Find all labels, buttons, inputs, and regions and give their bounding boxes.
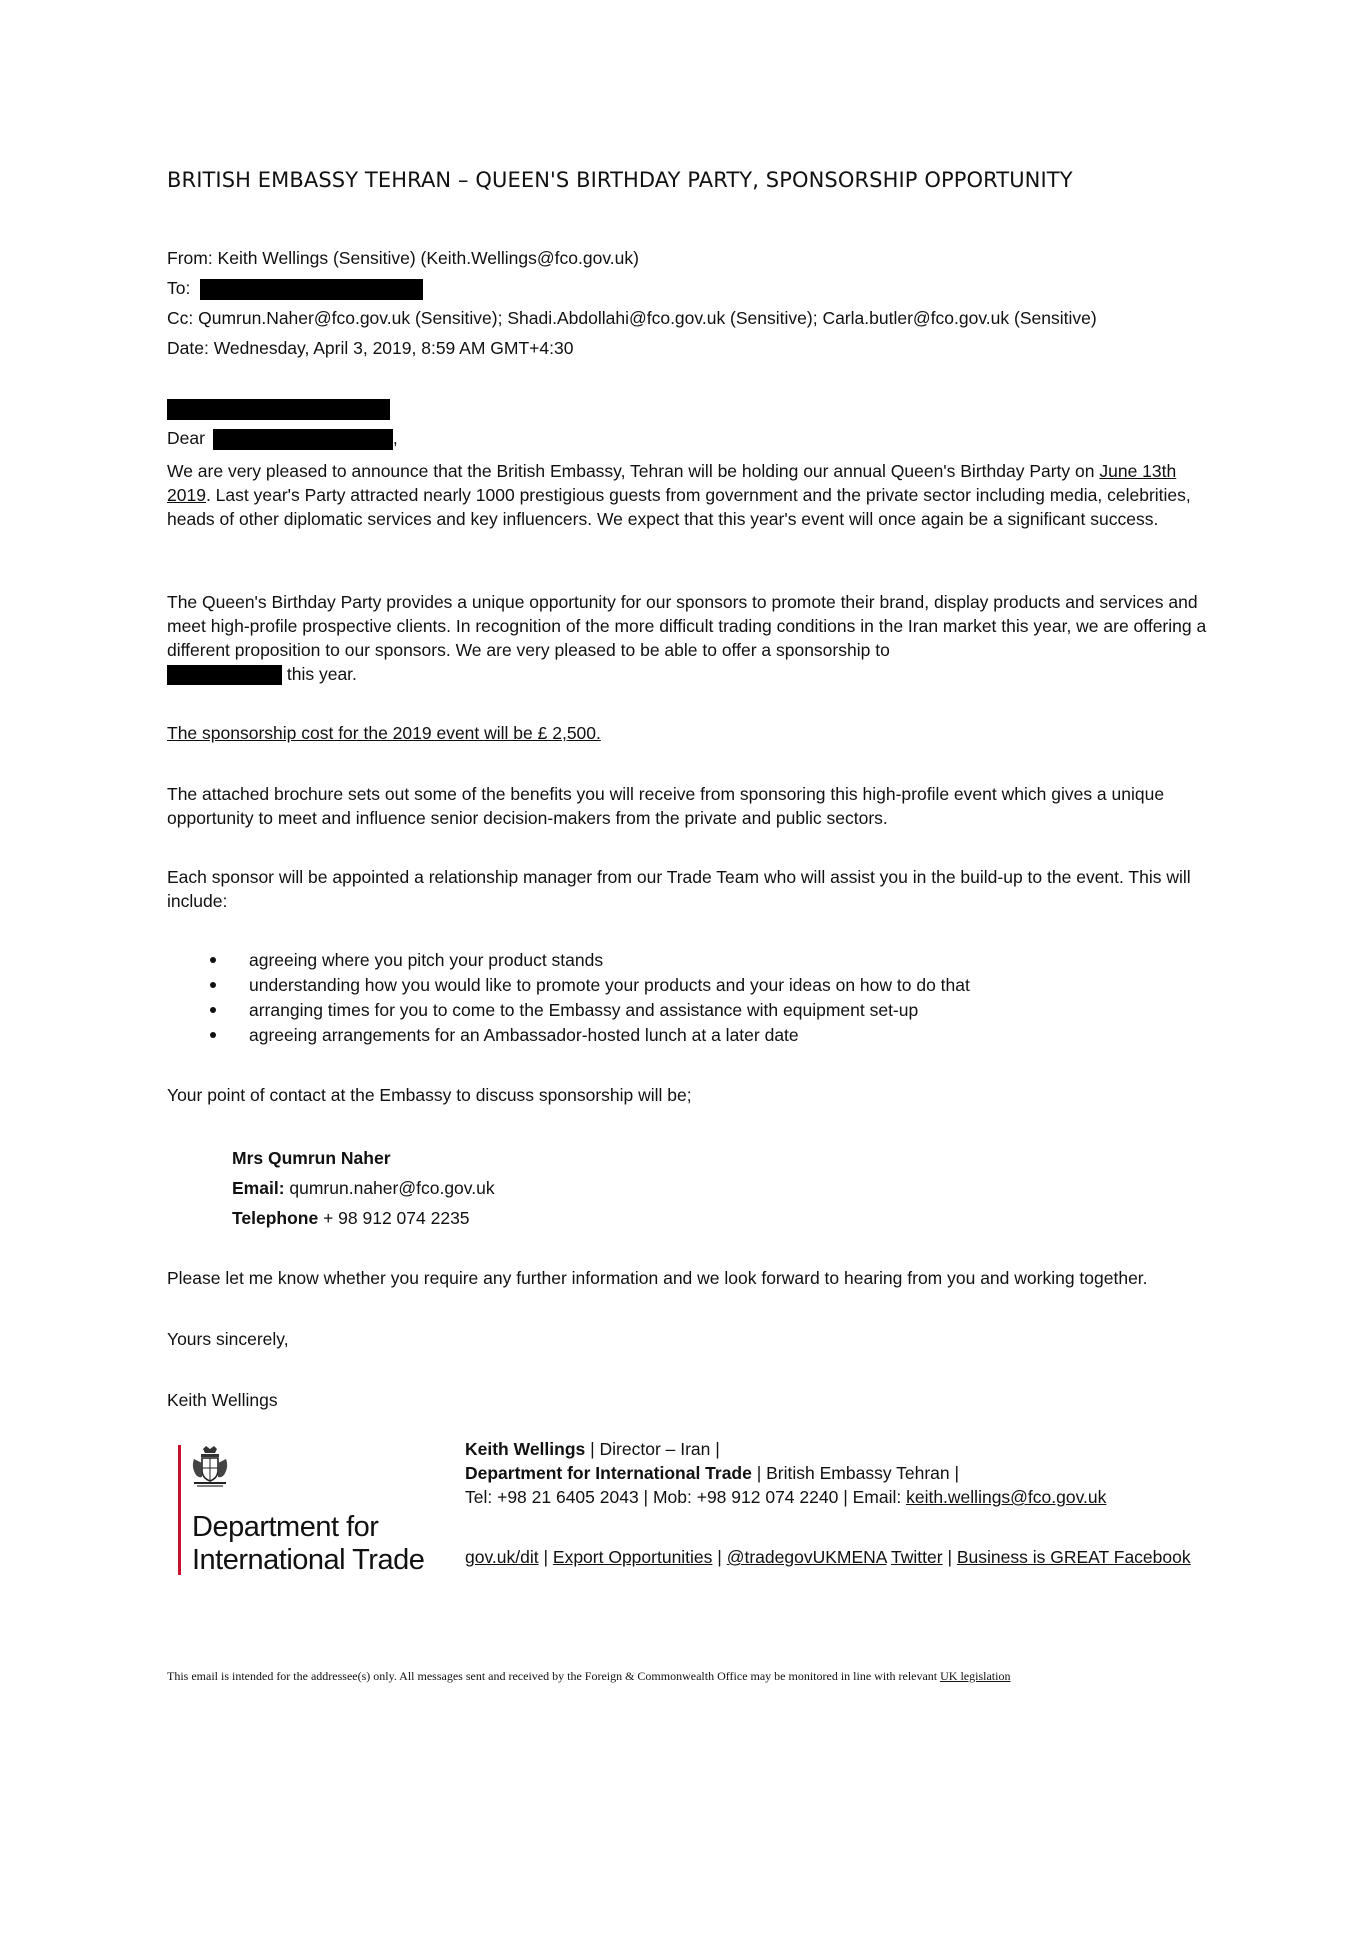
signature-dept-line: Department for International Trade | British Embassy Tehran | bbox=[465, 1463, 960, 1483]
logo-wordmark: Department for International Trade bbox=[192, 1511, 425, 1576]
from-line: From: Keith Wellings (Sensitive) (Keith.Wellings@fco.gov.uk) bbox=[167, 248, 639, 268]
contact-telephone: Telephone + 98 912 074 2235 bbox=[232, 1208, 470, 1228]
sponsorship-cost bbox=[167, 721, 1212, 745]
salutation bbox=[167, 428, 398, 450]
p1-text: We are very pleased to announce that the British Embassy, Tehran will be holding our annual Queen's Birthday Party on bbox=[167, 461, 1100, 481]
list-item: agreeing where you pitch your product stands bbox=[167, 948, 970, 973]
salutation-comma: , bbox=[392, 428, 398, 448]
list-item: arranging times for you to come to the Embassy and assistance with equipment set-up bbox=[167, 998, 970, 1023]
party-date: June 13th 2019 bbox=[167, 461, 1177, 505]
royal-crest-icon bbox=[188, 1445, 232, 1489]
signoff-name: Keith Wellings bbox=[167, 1390, 278, 1410]
list-item: understanding how you would like to promote your products and your ideas on how to do that bbox=[167, 973, 970, 998]
p1-text-rest: . Last year's Party attracted nearly 1000 prestigious guests from government and the private sector including media, celebrities, heads of other diplomatic services and key influencers. We expect that this year's event will once again be a significant success. bbox=[167, 485, 1191, 529]
cc-line: Cc: Qumrun.Naher@fco.gov.uk (Sensitive); Shadi.Abdollahi@fco.gov.uk (Sensitive); Carla.butler@fco.gov.uk (Sensitive) bbox=[167, 308, 1097, 328]
p2-text: The Queen's Birthday Party provides a unique opportunity for our sponsors to promote their brand, display products and services and meet high-profile prospective clients. In recognition of the more difficult trading conditions in the Iran market this year, we are offering a different proposition to our sponsors. We are very pleased to be able to offer a sponsorship to bbox=[167, 592, 1207, 660]
dit-link[interactable]: gov.uk/dit bbox=[465, 1547, 539, 1567]
redaction-block bbox=[167, 399, 390, 420]
bullet-icon bbox=[210, 1032, 216, 1038]
date-line: Date: Wednesday, April 3, 2019, 8:59 AM GMT+4:30 bbox=[167, 338, 574, 358]
paragraph-announcement bbox=[167, 459, 1212, 531]
twitter-link[interactable]: Twitter bbox=[891, 1547, 943, 1567]
legal-footer: This email is intended for the addressee(s) only. All messages sent and received by the Foreign & Commonwealth Office may be monitored in line with relevant UK legislation bbox=[167, 1669, 1011, 1683]
contact-intro: Your point of contact at the Embassy to discuss sponsorship will be; bbox=[167, 1085, 692, 1105]
redaction-to bbox=[200, 279, 423, 300]
cost-text: The sponsorship cost for the 2019 event will be £ 2,500. bbox=[167, 723, 601, 743]
to-label: To: bbox=[167, 278, 191, 298]
redaction-recipient bbox=[213, 429, 393, 450]
p2-text-end: this year. bbox=[282, 664, 357, 684]
contact-name: Mrs Qumrun Naher bbox=[232, 1148, 391, 1168]
signature-contact-line: Tel: +98 21 6405 2043 | Mob: +98 912 074 2240 | Email: keith.wellings@fco.gov.uk bbox=[465, 1487, 1107, 1507]
yours-sincerely: Yours sincerely, bbox=[167, 1329, 289, 1349]
paragraph-opportunity bbox=[167, 590, 1212, 686]
redaction-sponsor bbox=[167, 665, 282, 685]
dit-logo bbox=[178, 1445, 448, 1575]
signature-links: gov.uk/dit | Export Opportunities | @tradegovUKMENA Twitter | Business is GREAT Facebook bbox=[465, 1547, 1191, 1567]
export-opportunities-link[interactable]: Export Opportunities bbox=[552, 1547, 713, 1567]
bullet-icon bbox=[210, 957, 216, 963]
uk-legislation-link[interactable]: UK legislation bbox=[940, 1669, 1011, 1683]
bullet-icon bbox=[210, 1007, 216, 1013]
twitter-handle-link[interactable]: @tradegovUKMENA bbox=[726, 1547, 887, 1567]
facebook-link[interactable]: Business is GREAT Facebook bbox=[956, 1547, 1191, 1567]
benefits-list bbox=[167, 948, 970, 1048]
bullet-icon bbox=[210, 982, 216, 988]
logo-rule bbox=[178, 1445, 181, 1575]
signature-name-line: Keith Wellings | Director – Iran | bbox=[465, 1439, 720, 1459]
signature-email-link[interactable]: keith.wellings@fco.gov.uk bbox=[906, 1487, 1107, 1507]
to-line bbox=[167, 278, 423, 300]
email-subject: BRITISH EMBASSY TEHRAN – QUEEN'S BIRTHDAY PARTY, SPONSORSHIP OPPORTUNITY bbox=[167, 168, 1073, 192]
paragraph-relationship: Each sponsor will be appointed a relationship manager from our Trade Team who will assist you in the build-up to the event. This will include: bbox=[167, 867, 1191, 911]
closing-paragraph: Please let me know whether you require any further information and we look forward to hearing from you and working together. bbox=[167, 1268, 1148, 1288]
paragraph-brochure: The attached brochure sets out some of the benefits you will receive from sponsoring this high-profile event which gives a unique opportunity to meet and influence senior decision-makers from the private and public sectors. bbox=[167, 784, 1165, 828]
salutation-dear: Dear bbox=[167, 428, 205, 448]
contact-email: Email: qumrun.naher@fco.gov.uk bbox=[232, 1178, 495, 1198]
list-item: agreeing arrangements for an Ambassador-hosted lunch at a later date bbox=[167, 1023, 970, 1048]
